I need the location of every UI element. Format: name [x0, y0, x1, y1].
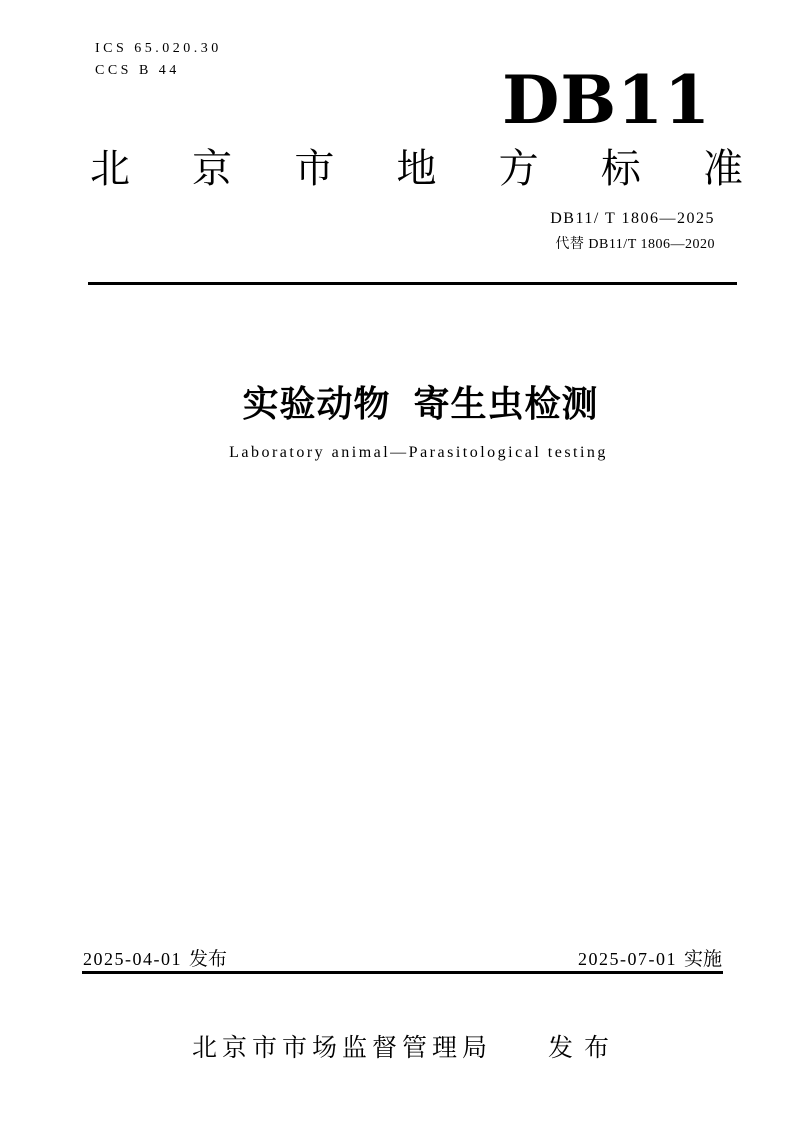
issue-label: 发布 [189, 949, 228, 970]
db11-logo: DB11 [502, 61, 711, 139]
replaces-label: 代替 [555, 235, 585, 251]
classification-codes [95, 38, 222, 82]
footer-divider-rule [82, 971, 723, 974]
standard-title-english: Laboratory animal—Parasitological testing [229, 444, 608, 461]
header-divider-rule [88, 282, 737, 285]
publish-label: 发 布 [548, 1034, 611, 1062]
issue-date: 2025-04-01 [83, 949, 182, 969]
publisher-row [0, 1028, 793, 1064]
ccs-code: CCS B 44 [95, 63, 180, 78]
implementation-label: 实施 [683, 949, 722, 970]
issue-date-pair [83, 944, 227, 971]
document-number-block [550, 210, 715, 253]
dates-row [83, 944, 722, 971]
publisher-name: 北京市市场监督管理局 [192, 1034, 493, 1062]
standard-title-chinese: 实验动物 寄生虫检测 [242, 383, 599, 424]
replaces-line [550, 233, 715, 253]
implementation-date: 2025-07-01 [577, 949, 677, 969]
replaced-standard-number: DB11/T 1806—2020 [588, 237, 715, 252]
implementation-date-pair [578, 944, 722, 971]
ics-code: ICS 65.020.30 [95, 41, 222, 56]
standard-type-heading: 北 京 市 地 方 标 准 [90, 147, 743, 191]
standard-number: DB11/ T 1806—2025 [550, 210, 715, 227]
